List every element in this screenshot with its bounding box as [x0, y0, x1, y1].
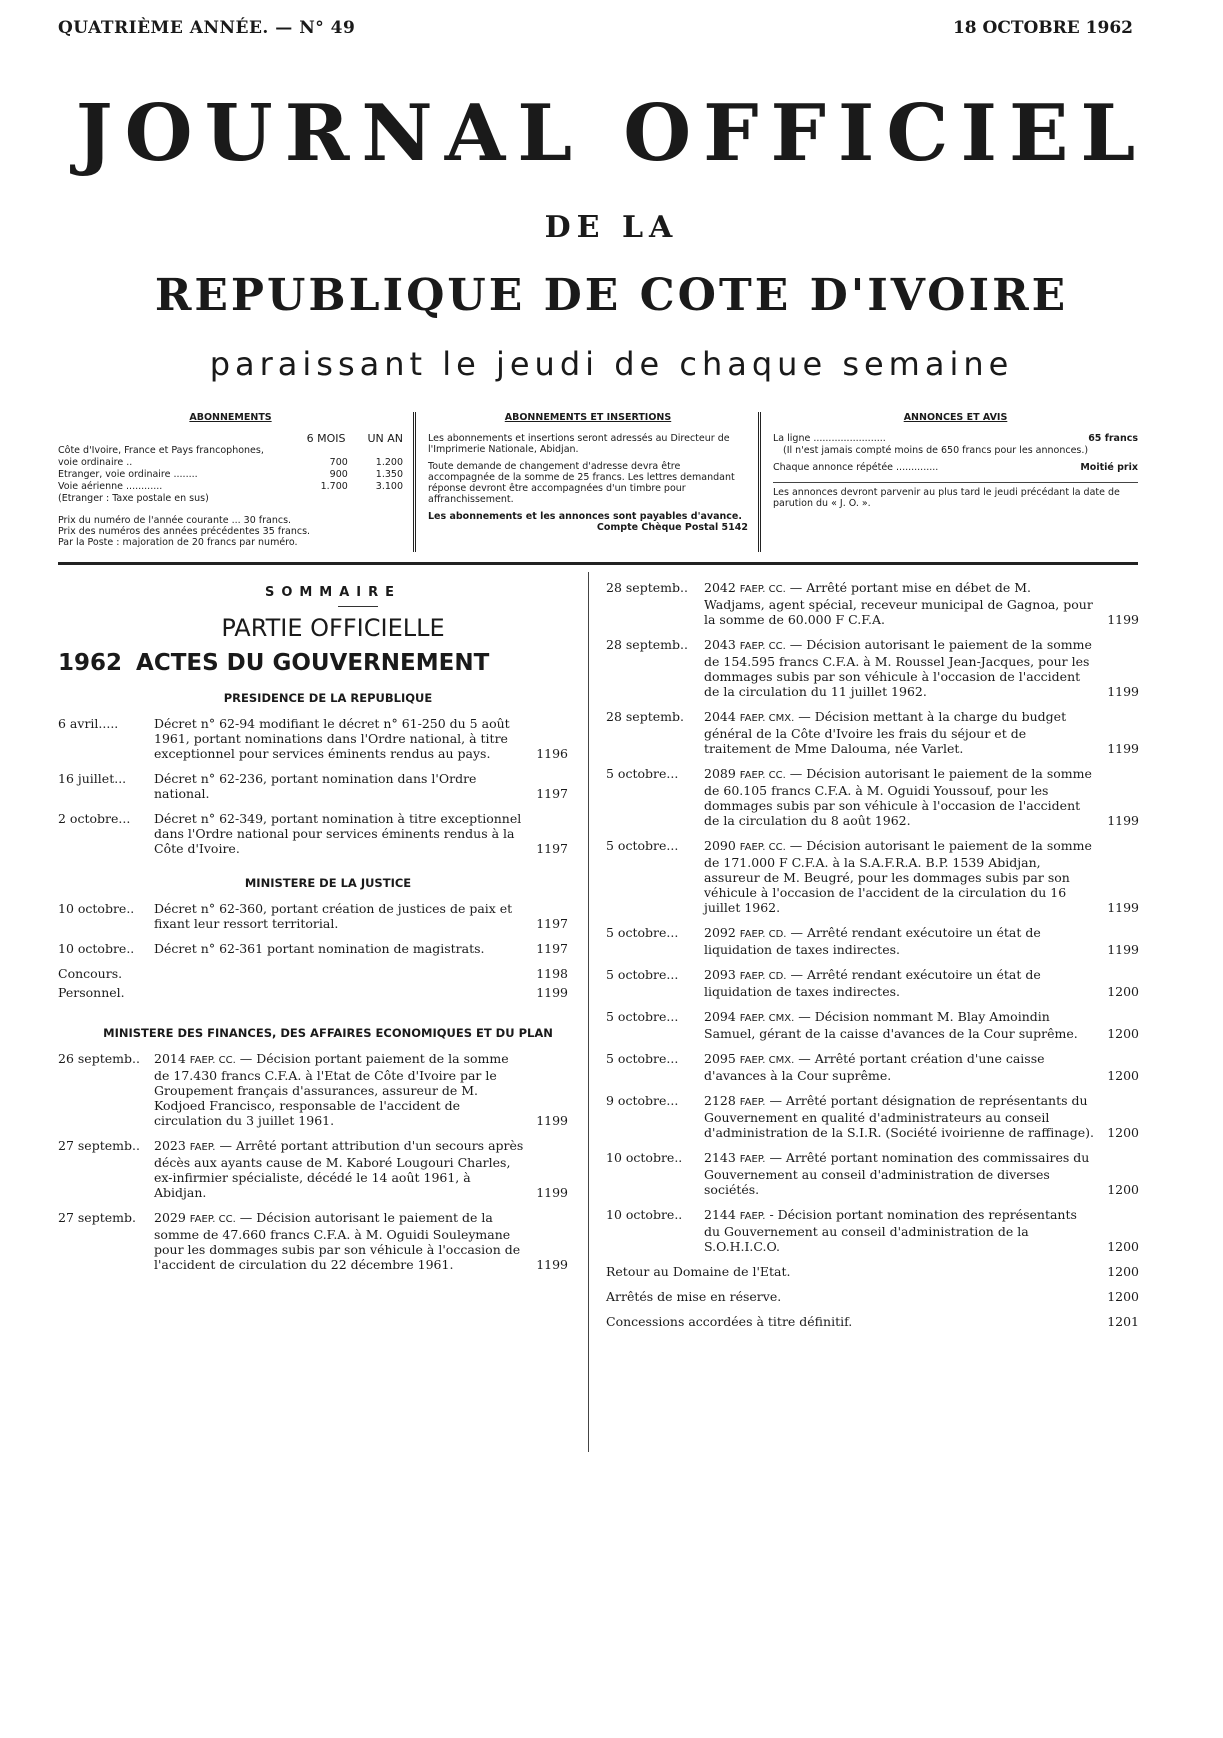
- entry-page: 1197: [536, 786, 568, 801]
- annonce-repete: Chaque annonce répétée ..............: [773, 462, 939, 473]
- concours-label: Concours.: [58, 966, 123, 981]
- annonces-box: [773, 412, 1138, 552]
- plain-entry-label: Retour au Domaine de l'Etat.: [606, 1264, 791, 1279]
- plain-entry-label: Concessions accordées à titre définitif.: [606, 1314, 853, 1329]
- plain-entry-label: Arrêtés de mise en réserve.: [606, 1289, 782, 1304]
- abonnements-col-headers: [58, 433, 403, 445]
- partie-officielle: PARTIE OFFICIELLE: [221, 614, 445, 642]
- abonnement-row: [58, 445, 403, 469]
- entry-number: 2092: [704, 925, 736, 940]
- entry-code: FAEP. CMX.: [739, 1055, 795, 1066]
- entry-number: 2093: [704, 967, 736, 982]
- actes-title: ACTES DU GOUVERNEMENT: [136, 650, 490, 676]
- insertions-p2: Toute demande de changement d'adresse devra être accompagnée de la somme de 25 francs. Les lettres demandant réponse devront être accompagnées d'un timbre pour affranchissement.: [428, 461, 735, 505]
- entry-page: 1200: [1107, 1068, 1139, 1083]
- entry-page: 1200: [1107, 1182, 1139, 1197]
- abonnement-row: [58, 481, 403, 493]
- summary-entry: [58, 811, 568, 856]
- divider: [413, 412, 416, 552]
- entry-date: 26 septemb..: [58, 1051, 140, 1066]
- entry-page: 1197: [536, 841, 568, 856]
- entry-text: Décret n° 62-94 modifiant le décret n° 61-250 du 5 août 1961, portant nominations dans l'Ordre national, à titre exceptionnel pour services éminents rendus au pays.: [154, 716, 510, 761]
- entry-number: 2143: [704, 1150, 736, 1165]
- abonnement-un-an: 1.200: [375, 457, 403, 468]
- entry-code: FAEP.: [739, 1211, 766, 1222]
- entry-number: 2144: [704, 1207, 736, 1222]
- entry-code: FAEP.: [739, 1097, 766, 1108]
- concours-entry: [58, 966, 568, 981]
- column-divider: [588, 572, 589, 1452]
- entry-page: 1199: [1107, 900, 1139, 915]
- justice-list: [58, 901, 568, 956]
- entry-date: 10 octobre..: [58, 901, 135, 916]
- abonnement-label: Voie aérienne ............: [58, 481, 163, 492]
- abonnements-heading: ABONNEMENTS: [189, 412, 272, 423]
- abonnements-box: [58, 412, 403, 552]
- entry-date: 10 octobre..: [606, 1150, 683, 1165]
- abonnement-prices: [375, 493, 403, 505]
- personnel-page: 1199: [536, 985, 568, 1000]
- insertions-p3: Les abonnements et les annonces sont payables d'avance.: [428, 511, 742, 522]
- entry-number: 2044: [704, 709, 736, 724]
- entry-text: Décret n° 62-361 portant nomination de magistrats.: [154, 941, 485, 956]
- actes-year: 1962: [58, 650, 123, 676]
- entry-number: 2095: [704, 1051, 736, 1066]
- masthead-subtitle: paraissant le jeudi de chaque semaine: [209, 345, 1014, 383]
- entry-date: 27 septemb..: [58, 1138, 140, 1153]
- masthead-title: JOURNAL OFFICIEL: [75, 88, 1148, 179]
- entry-number: 2128: [704, 1093, 736, 1108]
- section-presidence: PRESIDENCE DE LA REPUBLIQUE: [223, 691, 433, 705]
- entry-number: 2042: [704, 580, 736, 595]
- summary-entry: [58, 901, 568, 931]
- entry-code: FAEP. CC.: [739, 842, 786, 853]
- masthead-de-la: DE LA: [544, 210, 679, 245]
- entry-text: - Décision portant nomination des représentants du Gouvernement au conseil d'administration de la S.O.H.I.C.O.: [704, 1207, 1077, 1254]
- entry-code: FAEP. CMX.: [739, 1013, 795, 1024]
- summary-entry: [58, 941, 568, 956]
- entry-number: 2023: [154, 1138, 186, 1153]
- entry-text: Décret n° 62-349, portant nomination à titre exceptionnel dans l'Ordre national pour services éminents rendus à la Côte d'Ivoire.: [154, 811, 522, 856]
- entry-text: — Arrêté rendant exécutoire un état de liquidation de taxes indirectes.: [704, 925, 1041, 957]
- entry-code: FAEP. CD.: [739, 971, 787, 982]
- abonnement-six-mois: 1.700: [320, 481, 348, 492]
- entry-date: 28 septemb..: [606, 580, 688, 595]
- summary-entry: [606, 1051, 1139, 1083]
- right-list: [606, 580, 1139, 1254]
- entry-page: 1199: [1107, 942, 1139, 957]
- plain-entry-page: 1201: [1107, 1314, 1139, 1329]
- abonnement-prices: [330, 469, 403, 481]
- summary-entry: [606, 925, 1139, 957]
- entry-page: 1199: [1107, 813, 1139, 828]
- entry-date: 6 avril.....: [58, 716, 119, 731]
- personnel-label: Personnel.: [58, 985, 125, 1000]
- entry-number: 2029: [154, 1210, 186, 1225]
- sommaire-label: SOMMAIRE: [264, 585, 402, 600]
- summary-entry: [606, 1207, 1139, 1254]
- abonnement-row: [58, 493, 403, 505]
- abonnements-rows: [58, 445, 403, 505]
- entry-text: — Arrêté portant désignation de représentants du Gouvernement en qualité d'administrateurs au conseil d'administration de la S.I.R. (Société ivoirienne de raffinage).: [704, 1093, 1094, 1140]
- entry-page: 1200: [1107, 1125, 1139, 1140]
- entry-text: — Décision nommant M. Blay Amoindin Samuel, gérant de la caisse d'avances de la Cour suprême.: [704, 1009, 1078, 1041]
- summary-entry: [606, 1009, 1139, 1041]
- insertions-p1: Les abonnements et insertions seront adressés au Directeur de l'Imprimerie Nationale, Abidjan.: [428, 433, 730, 455]
- entry-date: 27 septemb.: [58, 1210, 136, 1225]
- abonnement-un-an: 3.100: [375, 481, 403, 492]
- entry-code: FAEP.: [189, 1142, 216, 1153]
- entry-text: — Décision mettant à la charge du budget général de la Côte d'Ivoire les frais du séjour et de traitement de Mme Dalouma, née Varlet.: [704, 709, 1067, 756]
- entry-page: 1197: [536, 941, 568, 956]
- summary-entry: [58, 1051, 568, 1128]
- entry-code: FAEP. CC.: [189, 1214, 236, 1225]
- abonnement-prices: [330, 445, 403, 469]
- summary-entry: [606, 1150, 1139, 1197]
- entry-page: 1200: [1107, 1026, 1139, 1041]
- header-rule: [58, 562, 1138, 565]
- annonce-ligne-price: 65 francs: [1088, 433, 1138, 444]
- entry-code: FAEP. CC.: [189, 1055, 236, 1066]
- summary-entry: [58, 1210, 568, 1272]
- summary-entry: [606, 1093, 1139, 1140]
- abonnement-label: Côte d'Ivoire, France et Pays francophones, voie ordinaire ..: [58, 445, 264, 468]
- entry-page: 1200: [1107, 1239, 1139, 1254]
- insertions-ccp: Compte Chèque Postal 5142: [596, 522, 748, 533]
- entry-text: — Décision portant paiement de la somme de 17.430 francs C.F.A. à l'Etat de Côte d'Ivoire par le Groupement français d'assurances, assureur de M. Kodjoed Francisco, responsable de l'accident de circulation du 3 juillet 1961.: [154, 1051, 509, 1128]
- sommaire-rule: [338, 606, 378, 607]
- entry-code: FAEP. CC.: [739, 770, 786, 781]
- entry-page: 1199: [536, 1257, 568, 1272]
- masthead-republic: REPUBLIQUE DE COTE D'IVOIRE: [154, 270, 1069, 321]
- left-column: [58, 585, 568, 1282]
- summary-entry: [606, 580, 1139, 627]
- entry-code: FAEP. CMX.: [739, 713, 795, 724]
- col-six-mois: 6 MOIS: [306, 432, 346, 445]
- prix-line-3: Par la Poste : majoration de 20 francs par numéro.: [58, 537, 298, 548]
- prix-line-1: Prix du numéro de l'année courante ... 30 francs.: [58, 515, 292, 526]
- entry-page: 1197: [536, 916, 568, 931]
- summary-entry: [58, 771, 568, 801]
- entry-date: 10 octobre..: [606, 1207, 683, 1222]
- entry-text: — Arrêté rendant exécutoire un état de liquidation de taxes indirectes.: [704, 967, 1041, 999]
- finances-list: [58, 1051, 568, 1272]
- issue-date: 18 OCTOBRE 1962: [952, 18, 1133, 38]
- entry-code: FAEP. CC.: [739, 641, 786, 652]
- entry-page: 1199: [536, 1113, 568, 1128]
- right-plain-list: [606, 1264, 1139, 1329]
- entry-page: 1196: [536, 746, 568, 761]
- plain-entry: [606, 1289, 1139, 1304]
- entry-date: 5 octobre...: [606, 925, 679, 940]
- abonnement-label: (Etranger : Taxe postale en sus): [58, 493, 209, 504]
- plain-entry-page: 1200: [1107, 1264, 1139, 1279]
- entry-date: 10 octobre..: [58, 941, 135, 956]
- prix-line-2: Prix des numéros des années précédentes 35 francs.: [58, 526, 311, 537]
- entry-text: — Arrêté portant attribution d'un secours après décès aux ayants cause de M. Kaboré Lougouri Charles, ex-infirmier spécialiste, décédé le 14 août 1961, à Abidjan.: [154, 1138, 524, 1200]
- entry-page: 1199: [1107, 684, 1139, 699]
- section-finances: MINISTERE DES FINANCES, DES AFFAIRES ECONOMIQUES ET DU PLAN: [103, 1026, 553, 1040]
- summary-entry: [606, 766, 1139, 828]
- col-un-an: UN AN: [367, 432, 403, 445]
- insertions-heading: ABONNEMENTS ET INSERTIONS: [504, 412, 672, 423]
- concours-page: 1198: [536, 966, 568, 981]
- plain-entry: [606, 1264, 1139, 1279]
- entry-code: FAEP.: [739, 1154, 766, 1165]
- entry-page: 1199: [536, 1185, 568, 1200]
- annonce-repete-price: Moitié prix: [1080, 462, 1138, 473]
- insertions-box: [428, 412, 748, 552]
- summary-entry: [58, 1138, 568, 1200]
- entry-text: — Arrêté portant nomination des commissaires du Gouvernement au conseil d'administration de diverses sociétés.: [704, 1150, 1090, 1197]
- entry-date: 5 octobre...: [606, 1009, 679, 1024]
- entry-number: 2014: [154, 1051, 186, 1066]
- annonce-footer: Les annonces devront parvenir au plus tard le jeudi précédant la date de parution du « J. O. ».: [773, 482, 1138, 509]
- entry-number: 2094: [704, 1009, 736, 1024]
- plain-entry-page: 1200: [1107, 1289, 1139, 1304]
- entry-text: — Décision autorisant le paiement de la somme de 154.595 francs C.F.A. à M. Roussel Jean-Jacques, pour les dommages subis par son véhicule à l'occasion de l'accident de la circulation du 11 juillet 1962.: [704, 637, 1092, 699]
- actes-heading: [58, 650, 568, 676]
- entry-date: 5 octobre...: [606, 838, 679, 853]
- annonce-note: (Il n'est jamais compté moins de 650 francs pour les annonces.): [783, 445, 1089, 456]
- entry-date: 28 septemb..: [606, 637, 688, 652]
- section-justice: MINISTERE DE LA JUSTICE: [244, 876, 412, 890]
- entry-text: — Décision autorisant le paiement de la somme de 171.000 F C.F.A. à la S.A.F.R.A. B.P. 1539 Abidjan, assureur de M. Beugré, pour les dommages subis par son véhicule à l'occasion de l'accident de la circulation du 16 juillet 1962.: [704, 838, 1092, 915]
- entry-text: Décret n° 62-236, portant nomination dans l'Ordre national.: [154, 771, 477, 801]
- entry-date: 5 octobre...: [606, 967, 679, 982]
- summary-entry: [58, 716, 568, 761]
- entry-date: 9 octobre...: [606, 1093, 679, 1108]
- entry-page: 1199: [1107, 741, 1139, 756]
- entry-date: 2 octobre...: [58, 811, 131, 826]
- entry-number: 2043: [704, 637, 736, 652]
- right-column: [606, 580, 1139, 1339]
- entry-text: — Décision autorisant le paiement de la somme de 60.105 francs C.F.A. à M. Oguidi Youssouf, pour les dommages subis par son véhicule à l'occasion de l'accident de la circulation du 8 août 1962.: [704, 766, 1092, 828]
- entry-date: 28 septemb.: [606, 709, 684, 724]
- abonnement-prices: [321, 481, 403, 493]
- abonnement-un-an: 1.350: [375, 469, 403, 480]
- abonnement-six-mois: 900: [329, 469, 348, 480]
- entry-date: 16 juillet...: [58, 771, 127, 786]
- entry-number: 2090: [704, 838, 736, 853]
- summary-entry: [606, 637, 1139, 699]
- summary-entry: [606, 709, 1139, 756]
- entry-code: FAEP. CC.: [739, 584, 786, 595]
- abonnement-row: [58, 469, 403, 481]
- entry-page: 1200: [1107, 984, 1139, 999]
- entry-text: Décret n° 62-360, portant création de justices de paix et fixant leur ressort territorial.: [154, 901, 513, 931]
- personnel-entry: [58, 985, 568, 1000]
- summary-entry: [606, 967, 1139, 999]
- entry-code: FAEP. CD.: [739, 929, 787, 940]
- annonce-ligne: La ligne ........................: [773, 433, 886, 444]
- abonnement-six-mois: 700: [329, 457, 348, 468]
- entry-text: — Arrêté portant création d'une caisse d'avances à la Cour suprême.: [704, 1051, 1045, 1083]
- presidence-list: [58, 716, 568, 856]
- plain-entry: [606, 1314, 1139, 1329]
- issue-number: QUATRIÈME ANNÉE. — N° 49: [58, 18, 356, 38]
- entry-number: 2089: [704, 766, 736, 781]
- divider: [758, 412, 761, 552]
- entry-date: 5 octobre...: [606, 1051, 679, 1066]
- entry-date: 5 octobre...: [606, 766, 679, 781]
- info-box: [58, 412, 1138, 552]
- summary-entry: [606, 838, 1139, 915]
- entry-text: — Décision autorisant le paiement de la somme de 47.660 francs C.F.A. à M. Oguidi Souleymane pour les dommages subis par son véhicule à l'occasion de l'accident de circulation du 22 décembre 1961.: [154, 1210, 521, 1272]
- entry-text: — Arrêté portant mise en débet de M. Wadjams, agent spécial, receveur municipal de Gagnoa, pour la somme de 60.000 F C.F.A.: [704, 580, 1093, 627]
- annonces-heading: ANNONCES ET AVIS: [903, 412, 1008, 423]
- abonnement-label: Etranger, voie ordinaire ........: [58, 469, 198, 480]
- entry-page: 1199: [1107, 612, 1139, 627]
